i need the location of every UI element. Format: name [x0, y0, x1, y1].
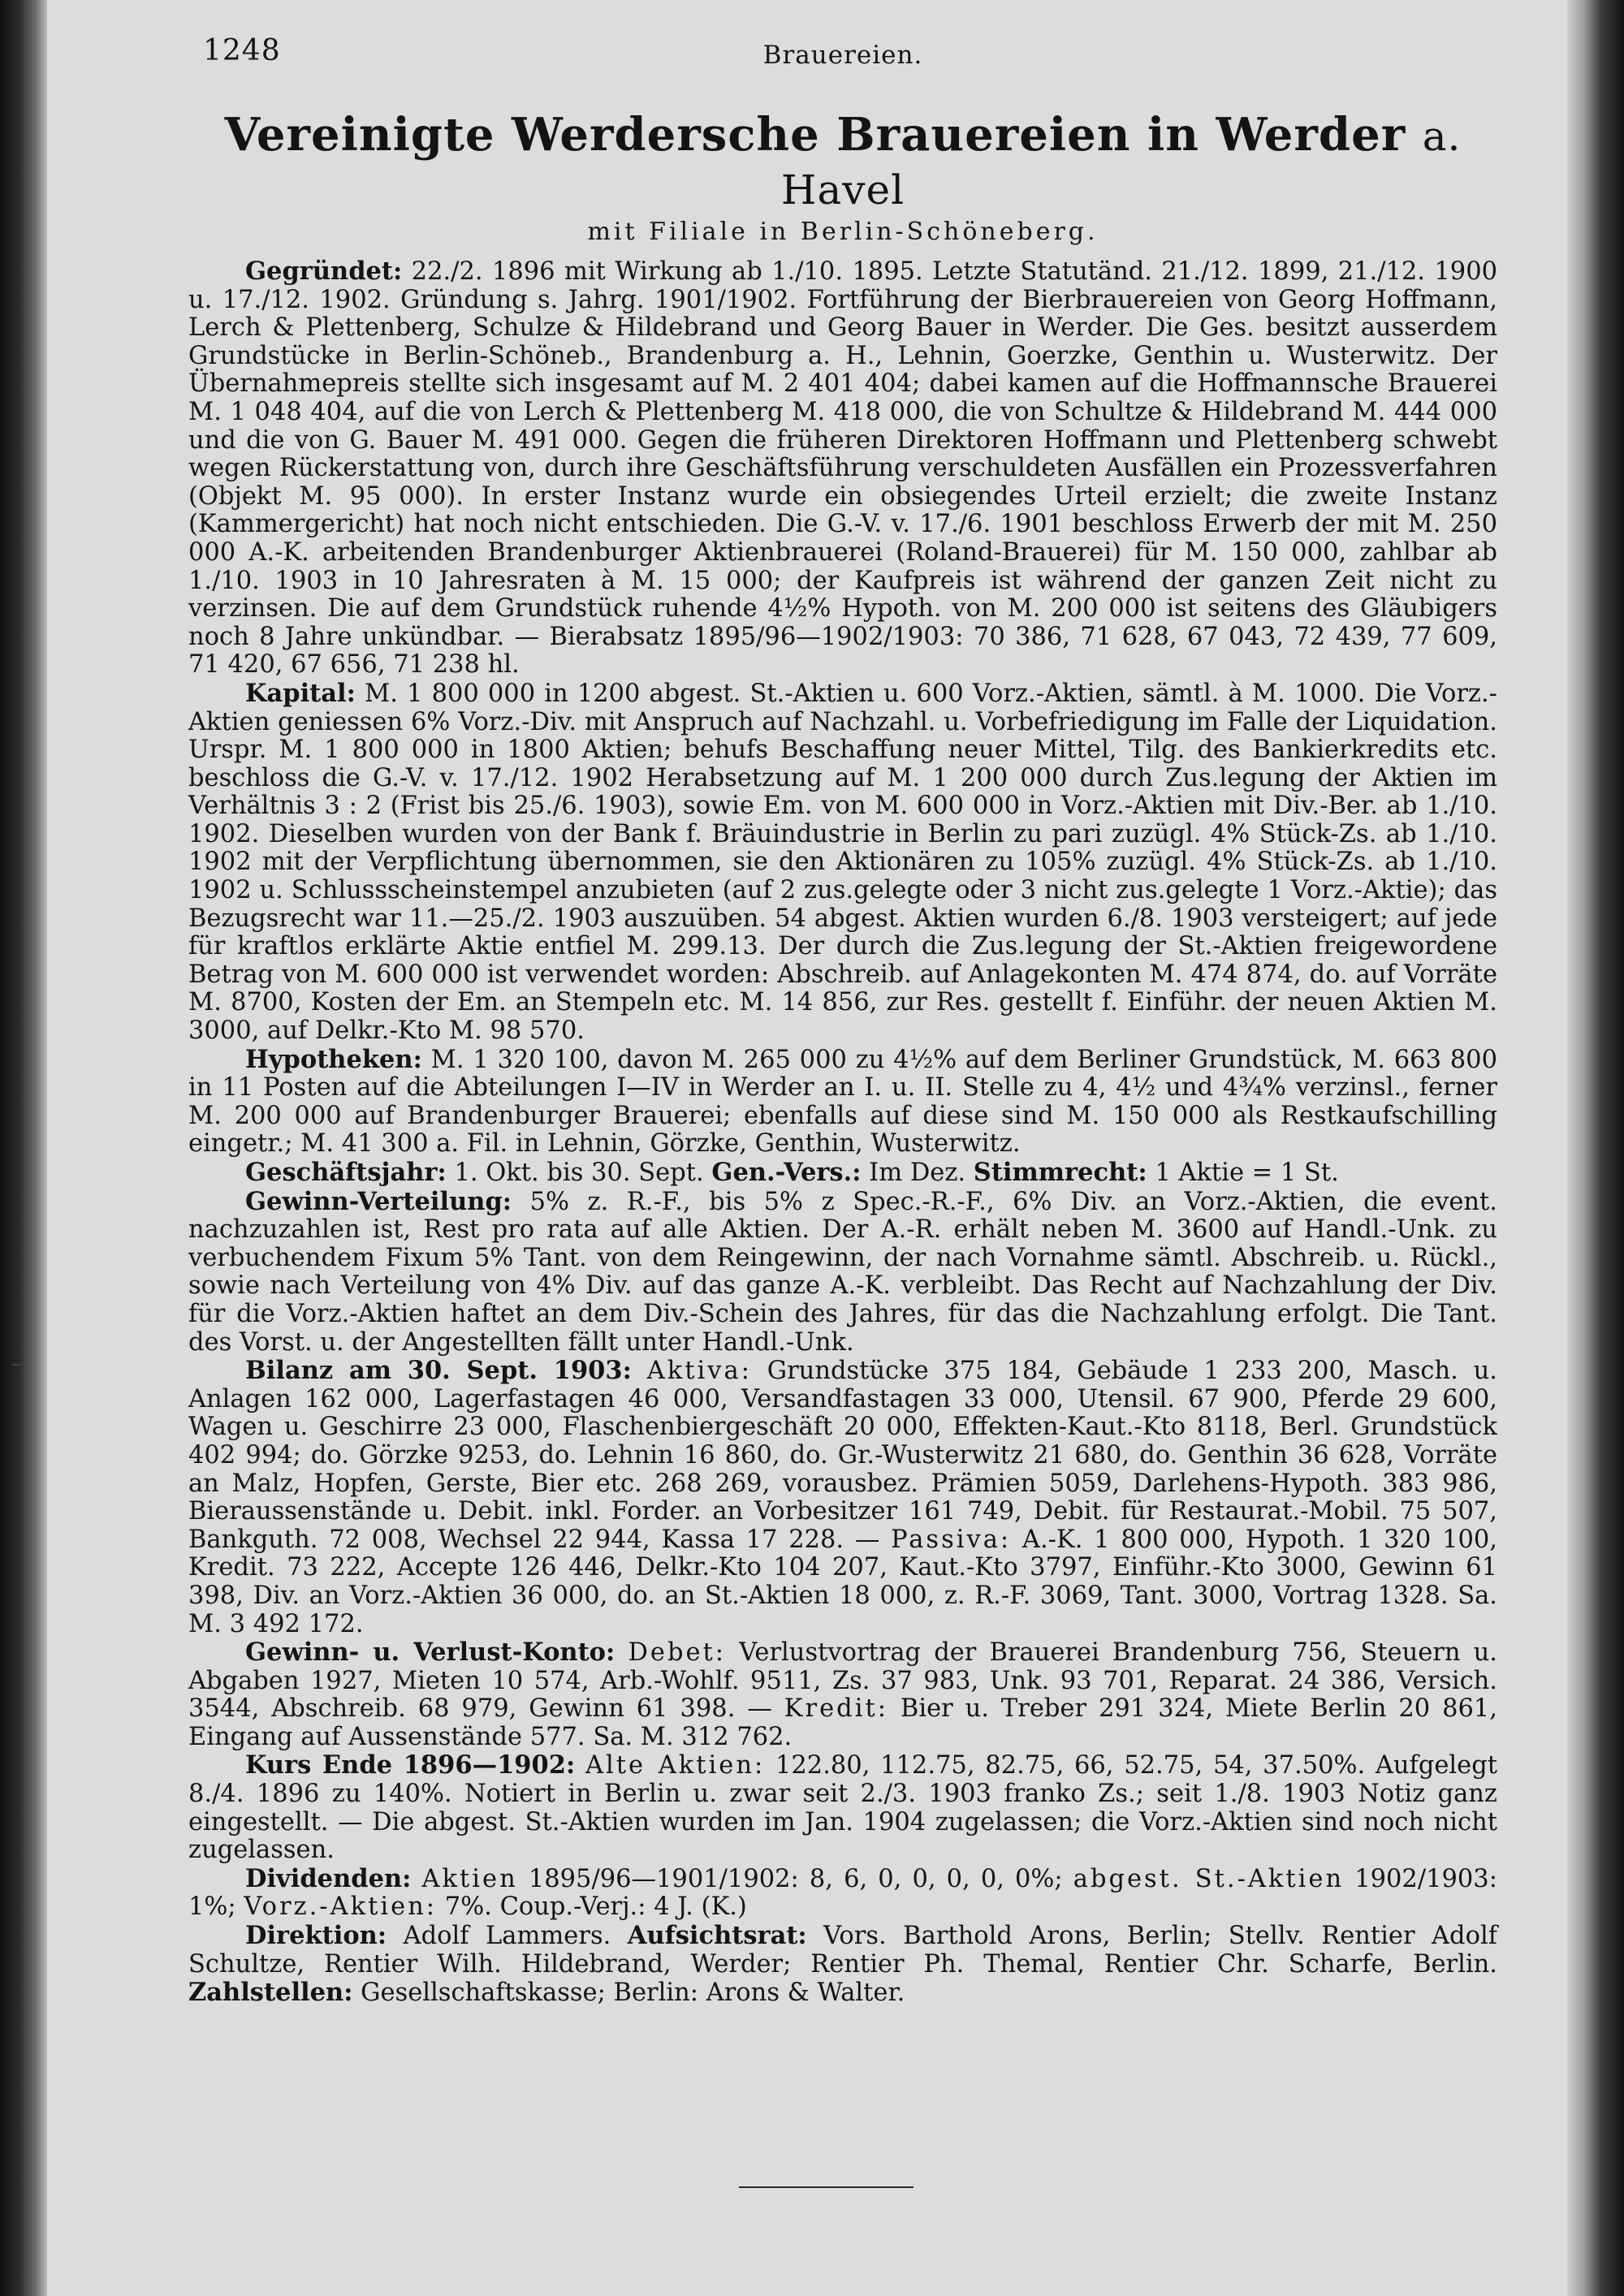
stamped-shares-label: abgest. St.-Aktien: [1073, 1864, 1345, 1893]
entry-text: Gesellschaftskasse; Berlin: Arons & Walter.: [352, 1979, 905, 2008]
margin-mark: [12, 1364, 20, 1366]
entry-profit-loss: [188, 1638, 1497, 1751]
entry-text: 1895/96—1901/1902: 8, 6, 0, 0, 0, 0, 0%;: [517, 1864, 1073, 1893]
entry-label: Bilanz am 30. Sept. 1903:: [245, 1356, 632, 1386]
entry-text: 7%. Coup.-Verj.: 4 J. (K.): [437, 1892, 747, 1922]
entry-text: 1902/1903: 1%;: [188, 1864, 1497, 1922]
entry-share-prices: [188, 1751, 1497, 1864]
entry-text: 5% z. R.-F., bis 5% z Spec.-R.-F., 6% Div. an Vorz.-Aktien, die event. nachzuzahlen ist, Rest pro rata auf alle Aktien. Der A.-R. erhält neben M. 3600 auf Handl.-Unk. zu verbuchendem Fixum 5% Tant. von dem Reingewinn, der nach Vornahme sämtl. Abschreib. u. Rückl., sowie nach Verteilung von 4% Div. auf das ganze A.-K. verbleibt. Das Recht auf Nachzahlung der Div. für die Vorz.-Aktien haftet an dem Div.-Schein des Jahres, für das die Nachzahlung erfolgt. Die Tant. des Vorst. u. der Angestellten fällt unter Handl.-Unk.: [188, 1187, 1497, 1357]
credit-label: Kredit:: [784, 1694, 888, 1724]
entry-text: Im Dez.: [861, 1159, 974, 1187]
entry-label: Direktion:: [245, 1921, 387, 1951]
entry-label: Dividenden:: [245, 1863, 412, 1893]
entry-text: A.-K. 1 800 000, Hypoth. 1 320 100, Kredit. 73 222, Accepte 126 446, Delkr.-Kto 104 207, Kaut.-Kto 3797, Einführ.-Kto 3000, Gewinn 61 398, Div. an Vorz.-Aktien 36 000, do. an St.-Aktien 18 000, z. R.-F. 3069, Tant. 3000, Vortrag 1328. Sa. M. 3 492 172.: [188, 1525, 1497, 1638]
entry-founded: [188, 257, 1497, 680]
entry-text: Verlustvortrag der Brauerei Brandenburg 756, Steuern u. Abgaben 1927, Mieten 10 574, Arb.-Wohlf. 9511, Zs. 37 983, Unk. 93 701, Reparat. 24 386, Versich. 3544, Abschreib. 68 979, Gewinn 61 398. —: [188, 1638, 1497, 1724]
entry-text: Adolf Lammers.: [387, 1922, 628, 1951]
entry-label: Gewinn- u. Verlust-Konto:: [245, 1638, 615, 1668]
entry-profit-distribution: [188, 1188, 1497, 1357]
entry-label: Kapital:: [245, 678, 356, 708]
section-title: Brauereien.: [762, 41, 923, 70]
end-rule: [739, 2186, 914, 2188]
entry-text: Grundstücke 375 184, Gebäude 1 233 200, Masch. u. Anlagen 162 000, Lagerfastagen 46 000, Versandfastagen 33 000, Utensil. 67 900, Pferde 29 600, Wagen u. Geschirre 23 000, Flaschenbiergeschäft 20 000, Effekten-Kaut.-Kto 8118, Berl. Grundstück 402 994; do. Görzke 9253, do. Lehnin 16 860, do. Gr.-Wusterwitz 21 680, do. Genthin 36 628, Vorräte an Malz, Hopfen, Gerste, Bier etc. 268 269, vorausbez. Prämien 5059, Darlehens-Hypoth. 383 986, Bieraussenstände u. Debit. inkl. Forder. an Vorbesitzer 161 749, Debit. für Restaurat.-Mobil. 75 507, Bankguth. 72 008, Wechsel 22 944, Kassa 17 228. —: [188, 1357, 1498, 1554]
assets-label: Aktiva:: [646, 1357, 752, 1386]
old-shares-label: Alte Aktien:: [585, 1751, 766, 1780]
shares-label: Aktien: [421, 1864, 518, 1893]
entry-dividends: [188, 1865, 1497, 1922]
entry-management: [188, 1922, 1497, 2008]
entry-label: Hypotheken:: [245, 1044, 422, 1074]
book-spine-shadow: [0, 0, 47, 2296]
entry-label-paying-agents: Zahlstellen:: [188, 1978, 353, 2008]
entry-text: M. 1 320 100, davon M. 265 000 zu 4½% auf dem Berliner Grundstück, M. 663 800 in 11 Posten auf die Abteilungen I—IV in Werder an I. u. II. Stelle zu 4, 4½ und 4¾% verzinsl., ferner M. 200 000 auf Brandenburger Brauerei; ebenfalls auf diese sind M. 150 000 als Restkaufschilling eingetr.; M. 41 300 a. Fil. in Lehnin, Görzke, Genthin, Wusterwitz.: [188, 1045, 1497, 1159]
entry-label: Kurs Ende 1896—1902:: [245, 1750, 576, 1780]
entry-label-meeting: Gen.-Vers.:: [711, 1158, 862, 1187]
entry-label: Geschäftsjahr:: [245, 1158, 447, 1187]
entry-text: 122.80, 112.75, 82.75, 66, 52.75, 54, 37.50%. Aufgelegt 8./4. 1896 zu 140%. Notiert in Berlin u. zwar seit 2./3. 1903 franko Zs.; seit 1./8. 1903 Notiz ganz eingestellt. — Die abgest. St.-Aktien wurden im Jan. 1904 zugelassen; die Vorz.-Aktien sind noch nicht zugelassen.: [188, 1751, 1497, 1865]
liabilities-label: Passiva:: [891, 1525, 1012, 1554]
entry-mortgages: [188, 1046, 1497, 1159]
entry-label-voting: Stimmrecht:: [973, 1158, 1147, 1187]
debit-label: Debet:: [628, 1638, 727, 1668]
running-head: [188, 34, 1497, 91]
entry-capital: [188, 680, 1497, 1046]
entry-text: 1. Okt. bis 30. Sept.: [446, 1159, 712, 1187]
company-name: Vereinigte Werdersche Brauereien in Werder: [224, 108, 1406, 162]
entry-text: Bier u. Treber 291 324, Miete Berlin 20 861, Eingang auf Aussenstände 577. Sa. M. 312 762.: [188, 1694, 1497, 1751]
entry-label-board: Aufsichtsrat:: [627, 1921, 807, 1951]
page-number: 1248: [203, 34, 281, 67]
entry-label: Gegründet:: [245, 257, 403, 286]
company-location: a. Havel: [780, 113, 1462, 214]
entry-text: Vors. Barthold Arons, Berlin; Stellv. Rentier Adolf Schultze, Rentier Wilh. Hildebrand, Werder; Rentier Ph. Themal, Rentier Chr. Scharfe, Berlin.: [188, 1922, 1497, 1979]
company-subtitle: mit Filiale in Berlin-Schöneberg.: [587, 218, 1099, 246]
entry-text: 22./2. 1896 mit Wirkung ab 1./10. 1895. Letzte Statutänd. 21./12. 1899, 21./12. 1900 u. 17./12. 1902. Gründung s. Jahrg. 1901/1902. Fortführung der Bierbrauereien von Georg Hoffmann, Lerch & Plettenberg, Schulze & Hildebrand und Georg Bauer in Werder. Die Ges. besitzt ausserdem Grundstücke in Berlin-Schöneb., Brandenburg a. H., Lehnin, Goerzke, Genthin u. Wusterwitz. Der Übernahmepreis stellte sich insgesamt auf M. 2 401 404; dabei kamen auf die Hoffmannsche Brauerei M. 1 048 404, auf die von Lerch & Plettenberg M. 418 000, die von Schultze & Hildebrand M. 444 000 und die von G. Bauer M. 491 000. Gegen die früheren Direktoren Hoffmann und Plettenberg schwebt wegen Rückerstattung von, durch ihre Geschäftsführung verschuldeten Ausfällen ein Prozessverfahren (Objekt M. 95 000). In erster Instanz wurde ein obsiegendes Urteil erzielt; die zweite Instanz (Kammergericht) hat noch nicht entschieden. Die G.-V. v. 17./6. 1901 beschloss Erwerb der mit M. 250 000 A.-K. arbeitenden Brandenburger Aktienbrauerei (Roland-Brauerei) für M. 150 000, zahlbar ab 1./10. 1903 in 10 Jahresraten à M. 15 000; der Kaufpreis ist während der ganzen Zeit nicht zu verzinsen. Die auf dem Grundstück ruhende 4½% Hypoth. von M. 200 000 ist seitens des Gläubigers noch 8 Jahre unkündbar. — Bierabsatz 1895/96—1902/1903: 70 386, 71 628, 67 043, 72 439, 77 609, 71 420, 67 656, 71 238 hl.: [188, 257, 1497, 680]
entry-fiscal-year: [188, 1159, 1497, 1188]
preferred-shares-label: Vorz.-Aktien:: [244, 1892, 438, 1922]
company-title: [188, 109, 1497, 216]
page-edge-shadow: [1567, 0, 1624, 2296]
entry-text: M. 1 800 000 in 1200 abgest. St.-Aktien u. 600 Vorz.-Aktien, sämtl. à M. 1000. Die Vorz.-Aktien geniessen 6% Vorz.-Div. mit Anspruch auf Nachzahl. u. Vorbefriedigung im Falle der Liquidation. Urspr. M. 1 800 000 in 1800 Aktien; behufs Beschaffung neuer Mittel, Tilg. des Bankierkredits etc. beschloss die G.-V. v. 17./12. 1902 Herabsetzung auf M. 1 200 000 durch Zus.legung der Aktien im Verhältnis 3 : 2 (Frist bis 25./6. 1903), sowie Em. von M. 600 000 in Vorz.-Aktien mit Div.-Ber. ab 1./10. 1902. Dieselben wurden von der Bank f. Bräuindustrie in Berlin zu pari zuzügl. 4% Stück-Zs. ab 1./10. 1902 mit der Verpflichtung übernommen, sie den Aktionären zu 105% zuzügl. 4% Stück-Zs. ab 1./10. 1902 u. Schlussscheinstempel anzubieten (auf 2 zus.gelegte oder 3 nicht zus.gelegte 1 Vorz.-Aktie); das Bezugsrecht war 11.—25./2. 1903 auszuüben. 54 abgest. Aktien wurden 6./8. 1903 versteigert; auf jede für kraftlos erklärte Aktie entfiel M. 299.13. Der durch die Zus.legung der St.-Aktien freigewordene Betrag von M. 600 000 ist verwendet worden: Abschreib. auf Anlagekonten M. 474 874, do. auf Vorräte M. 8700, Kosten der Em. an Stempeln etc. M. 14 856, zur Res. gestellt f. Einführ. der neuen Aktien M. 3000, auf Delkr.-Kto M. 98 570.: [188, 679, 1497, 1046]
page-content: [188, 34, 1497, 2008]
entry-text: 1 Aktie = 1 St.: [1147, 1159, 1339, 1187]
entry-balance-sheet: [188, 1357, 1497, 1638]
entry-label: Gewinn-Verteilung:: [245, 1186, 512, 1216]
